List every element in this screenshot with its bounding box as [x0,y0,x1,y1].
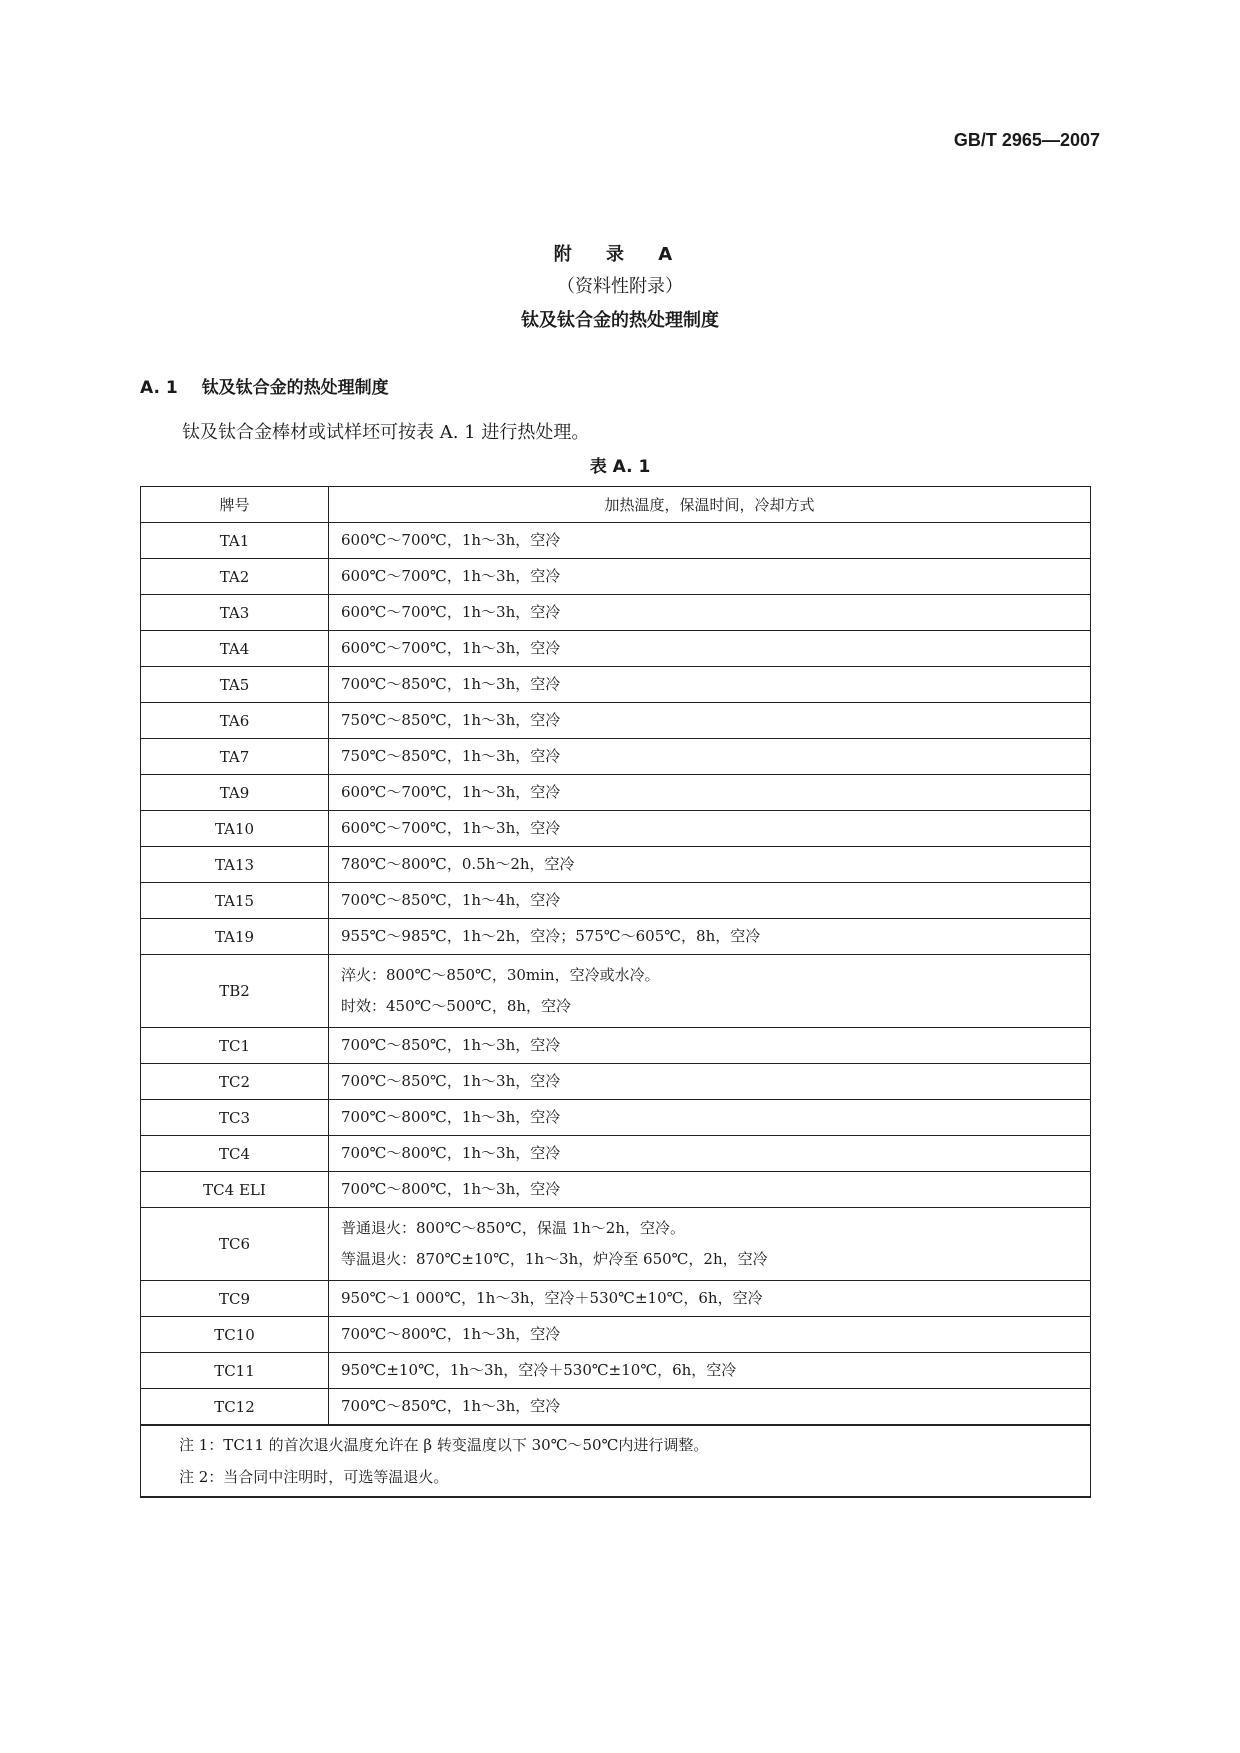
conditions-cell [329,703,1091,739]
grade-cell: TA7 [141,739,329,775]
table-row [141,595,1091,631]
conditions-line: 700℃～800℃，1h～3h，空冷 [341,1144,561,1162]
section-title: 钛及钛合金的热处理制度 [201,378,389,398]
conditions-line: 600℃～700℃，1h～3h，空冷 [341,603,561,621]
table-row [141,847,1091,883]
conditions-line: 600℃～700℃，1h～3h，空冷 [341,531,561,549]
grade-cell: TC2 [141,1064,329,1100]
grade-cell: TB2 [141,955,329,1028]
conditions-cell [329,1317,1091,1353]
grade-cell: TC9 [141,1281,329,1317]
table-header-row [141,487,1091,523]
note-2: 注 2：当合同中注明时，可选等温退火。 [179,1468,449,1486]
conditions-cell [329,1353,1091,1389]
conditions-cell [329,1136,1091,1172]
section-heading [140,373,389,398]
conditions-cell [329,595,1091,631]
conditions-cell [329,1064,1091,1100]
table-row [141,1028,1091,1064]
table-row [141,667,1091,703]
grade-cell: TA1 [141,523,329,559]
conditions-cell [329,667,1091,703]
conditions-cell [329,631,1091,667]
heat-treatment-table [140,486,1091,1498]
conditions-line: 700℃～850℃，1h～3h，空冷 [341,1072,561,1090]
header-conditions: 加热温度，保温时间，冷却方式 [329,487,1091,523]
conditions-line: 600℃～700℃，1h～3h，空冷 [341,639,561,657]
conditions-cell [329,1389,1091,1426]
conditions-cell [329,775,1091,811]
annex-title: 附 录 A [553,244,687,265]
grade-cell: TA4 [141,631,329,667]
conditions-line: 750℃～850℃，1h～3h，空冷 [341,747,561,765]
conditions-line: 950℃±10℃，1h～3h，空冷＋530℃±10℃，6h，空冷 [341,1361,737,1379]
grade-cell: TC1 [141,1028,329,1064]
conditions-line: 600℃～700℃，1h～3h，空冷 [341,819,561,837]
grade-cell: TC4 ELI [141,1172,329,1208]
conditions-cell [329,1028,1091,1064]
table-row [141,631,1091,667]
table-row [141,739,1091,775]
conditions-line: 700℃～800℃，1h～3h，空冷 [341,1180,561,1198]
table-row [141,1208,1091,1281]
header-grade: 牌号 [141,487,329,523]
conditions-line: 950℃～1 000℃，1h～3h，空冷＋530℃±10℃，6h，空冷 [341,1289,763,1307]
conditions-line: 普通退火：800℃～850℃，保温 1h～2h，空冷。 [341,1219,685,1237]
table-row [141,1100,1091,1136]
conditions-line: 700℃～850℃，1h～3h，空冷 [341,675,561,693]
grade-cell: TA10 [141,811,329,847]
conditions-cell [329,955,1091,1028]
conditions-cell [329,559,1091,595]
table-row [141,883,1091,919]
conditions-cell [329,1100,1091,1136]
grade-cell: TA13 [141,847,329,883]
table-row [141,1317,1091,1353]
table-row [141,559,1091,595]
conditions-cell [329,523,1091,559]
grade-cell: TC4 [141,1136,329,1172]
conditions-cell [329,919,1091,955]
grade-cell: TA6 [141,703,329,739]
grade-cell: TC6 [141,1208,329,1281]
conditions-line: 淬火：800℃～850℃，30min，空冷或水冷。 [341,966,660,984]
conditions-line: 600℃～700℃，1h～3h，空冷 [341,783,561,801]
grade-cell: TA2 [141,559,329,595]
table-row [141,523,1091,559]
conditions-cell [329,1281,1091,1317]
table-row [141,1353,1091,1389]
section-number: A. 1 [140,378,178,398]
table-row [141,775,1091,811]
table-row [141,811,1091,847]
notes-row [141,1425,1091,1497]
grade-cell: TA3 [141,595,329,631]
conditions-line: 700℃～850℃，1h～4h，空冷 [341,891,561,909]
conditions-cell [329,739,1091,775]
annex-name: 钛及钛合金的热处理制度 [521,310,719,331]
table-row [141,703,1091,739]
conditions-line: 时效：450℃～500℃，8h，空冷 [341,997,572,1015]
conditions-line: 780℃～800℃，0.5h～2h，空冷 [341,855,575,873]
table-notes [141,1425,1091,1497]
table-row [141,1281,1091,1317]
standard-code: GB/T 2965—2007 [953,130,1100,150]
conditions-line: 955℃～985℃，1h～2h，空冷；575℃～605℃，8h，空冷 [341,927,761,945]
conditions-cell [329,1172,1091,1208]
grade-cell: TA5 [141,667,329,703]
conditions-line: 700℃～850℃，1h～3h，空冷 [341,1036,561,1054]
table-row [141,955,1091,1028]
grade-cell: TC10 [141,1317,329,1353]
annex-kind: （资料性附录） [557,276,683,297]
table-row [141,1172,1091,1208]
grade-cell: TA15 [141,883,329,919]
conditions-line: 600℃～700℃，1h～3h，空冷 [341,567,561,585]
grade-cell: TC11 [141,1353,329,1389]
section-paragraph: 钛及钛合金棒材或试样坯可按表 A. 1 进行热处理。 [182,422,590,443]
grade-cell: TC12 [141,1389,329,1426]
conditions-line: 750℃～850℃，1h～3h，空冷 [341,711,561,729]
table-row [141,1064,1091,1100]
grade-cell: TA19 [141,919,329,955]
table-caption: 表 A. 1 [589,457,651,477]
conditions-line: 700℃～800℃，1h～3h，空冷 [341,1108,561,1126]
conditions-cell [329,1208,1091,1281]
conditions-cell [329,847,1091,883]
conditions-line: 700℃～850℃，1h～3h，空冷 [341,1397,561,1415]
conditions-line: 等温退火：870℃±10℃，1h～3h，炉冷至 650℃，2h，空冷 [341,1250,768,1268]
grade-cell: TC3 [141,1100,329,1136]
grade-cell: TA9 [141,775,329,811]
table-row [141,919,1091,955]
table-row [141,1136,1091,1172]
conditions-line: 700℃～800℃，1h～3h，空冷 [341,1325,561,1343]
table-row [141,1389,1091,1426]
conditions-cell [329,811,1091,847]
conditions-cell [329,883,1091,919]
note-1: 注 1：TC11 的首次退火温度允许在 β 转变温度以下 30℃～50℃内进行调整。 [179,1436,709,1454]
